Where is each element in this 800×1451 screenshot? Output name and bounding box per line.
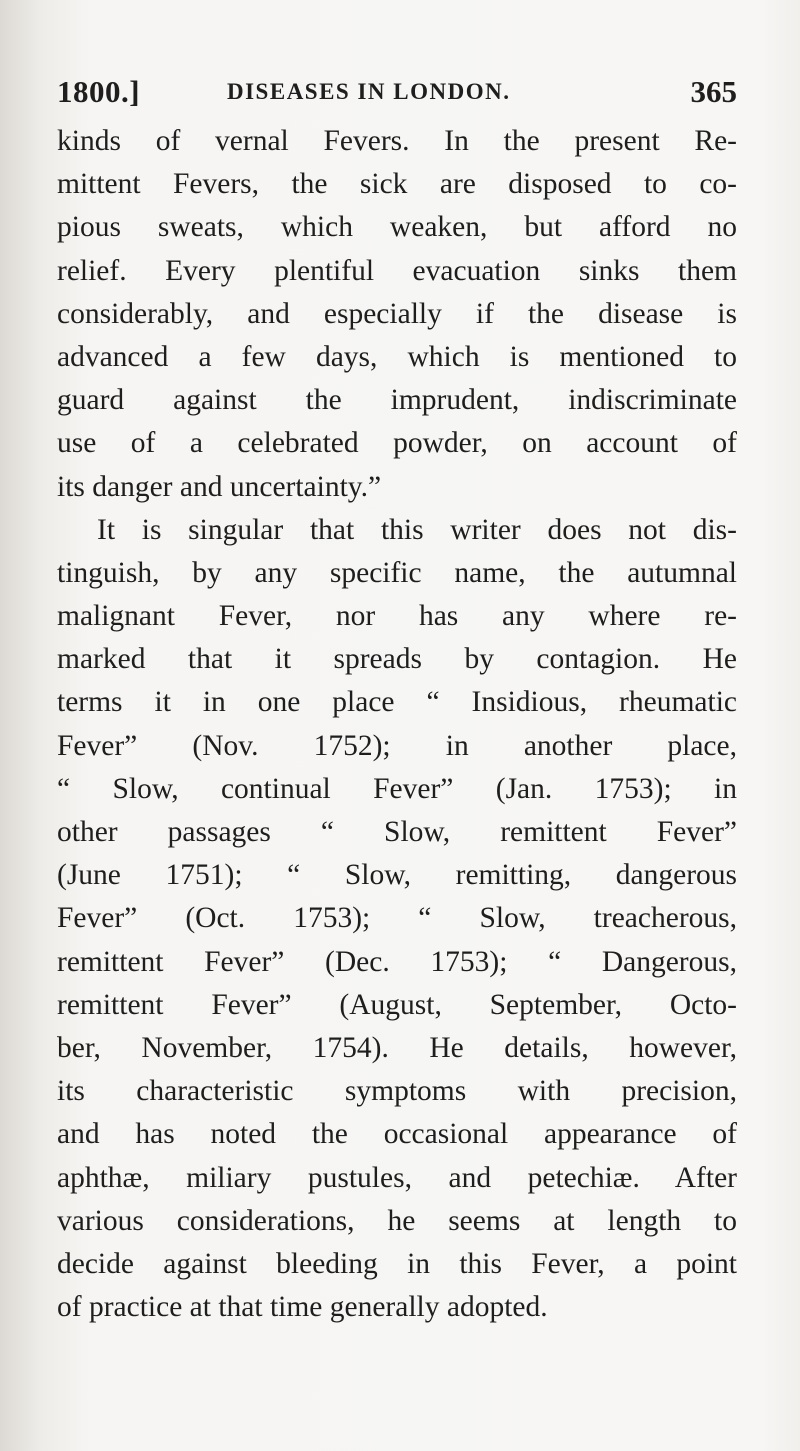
text-line: ber, November, 1754). He details, however,	[57, 1031, 737, 1064]
text-line: considerably, and especially if the disease is	[57, 297, 737, 330]
body-text	[57, 120, 737, 1329]
text-line-paragraph-end: of practice at that time generally adopted.	[57, 1291, 548, 1324]
page-number: 365	[690, 74, 737, 109]
text-line: kinds of vernal Fevers. In the present Re-	[57, 125, 737, 157]
text-line: pious sweats, which weaken, but afford no	[57, 211, 737, 244]
running-head	[57, 74, 737, 114]
text-line: its characteristic symptoms with precision,	[57, 1075, 737, 1108]
text-line: remittent Fever” (Dec. 1753); “ Dangerous,	[57, 945, 737, 978]
text-line: relief. Every plentiful evacuation sinks them	[57, 254, 737, 287]
text-line: “ Slow, continual Fever” (Jan. 1753); in	[57, 772, 737, 805]
text-line: tinguish, by any specific name, the autumnal	[57, 556, 737, 589]
running-head-year: 1800.]	[57, 74, 141, 109]
text-line: decide against bleeding in this Fever, a point	[57, 1247, 737, 1280]
text-line: and has noted the occasional appearance of	[57, 1118, 737, 1151]
text-line: terms it in one place “ Insidious, rheumatic	[57, 686, 737, 719]
text-line: advanced a few days, which is mentioned to	[57, 340, 737, 373]
text-line: marked that it spreads by contagion. He	[57, 643, 737, 676]
text-line: use of a celebrated powder, on account of	[57, 427, 737, 460]
text-line-paragraph-end: its danger and uncertainty.”	[57, 470, 382, 503]
text-line: aphthæ, miliary pustules, and petechiæ. After	[57, 1161, 737, 1194]
text-line: (June 1751); “ Slow, remitting, dangerous	[57, 859, 737, 892]
running-head-title: DISEASES IN LONDON.	[227, 79, 511, 104]
text-line: mittent Fevers, the sick are disposed to co-	[57, 168, 737, 201]
text-line: malignant Fever, nor has any where re-	[57, 600, 737, 633]
text-line: various considerations, he seems at length to	[57, 1204, 737, 1237]
text-line: Fever” (Oct. 1753); “ Slow, treacherous,	[57, 902, 737, 935]
text-line: other passages “ Slow, remittent Fever”	[57, 816, 737, 848]
text-line: remittent Fever” (August, September, Octo-	[57, 988, 737, 1021]
text-line: Fever” (Nov. 1752); in another place,	[57, 729, 737, 762]
text-line: guard against the imprudent, indiscriminate	[57, 384, 737, 417]
text-line-paragraph-start: It is singular that this writer does not dis-	[97, 513, 737, 546]
